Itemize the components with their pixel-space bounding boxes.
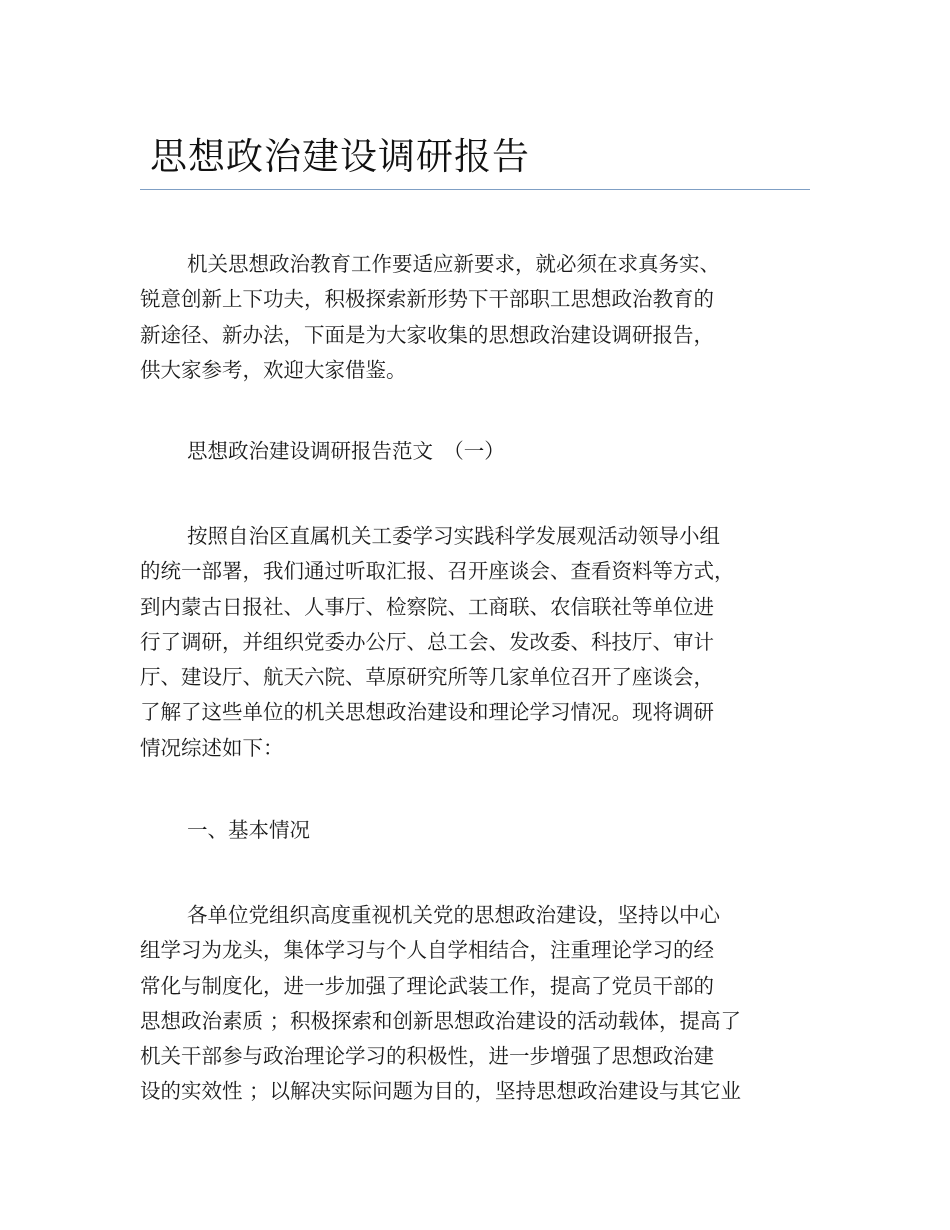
paragraph-line: 常化与制度化，进一步加强了理论武装工作，提高了党员干部的 [140,973,714,998]
subheading [140,813,310,848]
subheading-text: 一、基本情况 [187,818,310,842]
paragraph-line: 锐意创新上下功夫，积极探索新形势下干部职工思想政治教育的 [140,287,714,312]
paragraph-line: 了解了这些单位的机关思想政治建设和理论学习情况。现将调研 [140,700,714,725]
title-underline [140,189,810,190]
paragraph-line: 按照自治区直属机关工委学习实践科学发展观活动领导小组 [187,524,720,548]
paragraph-line: 厅、建设厅、航天六院、草原研究所等几家单位召开了座谈会， [140,665,714,690]
paragraph-line: 组学习为龙头，集体学习与个人自学相结合，注重理论学习的经 [140,938,714,963]
basic-situation-paragraph [140,898,741,1110]
section-heading-text: 思想政治建设调研报告范文 （一） [187,439,505,463]
paragraph-line: 到内蒙古日报社、人事厅、检察院、工商联、农信联社等单位进 [140,594,714,619]
paragraph-line: 的统一部署，我们通过听取汇报、召开座谈会、查看资料等方式， [140,559,735,584]
document-title: 思想政治建设调研报告 [150,135,530,178]
paragraph-line: 机关干部参与政治理论学习的积极性，进一步增强了思想政治建 [140,1044,714,1069]
overview-paragraph [140,519,735,766]
paragraph-line: 新途径、新办法，下面是为大家收集的思想政治建设调研报告， [140,322,714,347]
paragraph-line: 机关思想政治教育工作要适应新要求，就必须在求真务实、 [187,252,720,276]
section-heading [140,434,505,469]
paragraph-line: 供大家参考，欢迎大家借鉴。 [140,357,407,382]
paragraph-line: 行了调研，并组织党委办公厅、总工会、发改委、科技厅、审计 [140,629,714,654]
intro-paragraph [140,247,720,388]
paragraph-line: 各单位党组织高度重视机关党的思想政治建设，坚持以中心 [187,903,720,927]
paragraph-line: 思想政治素质 ；积极探索和创新思想政治建设的活动载体，提高了 [140,1008,742,1033]
paragraph-line: 设的实效性 ；以解决实际问题为目的，坚持思想政治建设与其它业 [140,1079,742,1104]
paragraph-line: 情况综述如下： [140,735,284,760]
